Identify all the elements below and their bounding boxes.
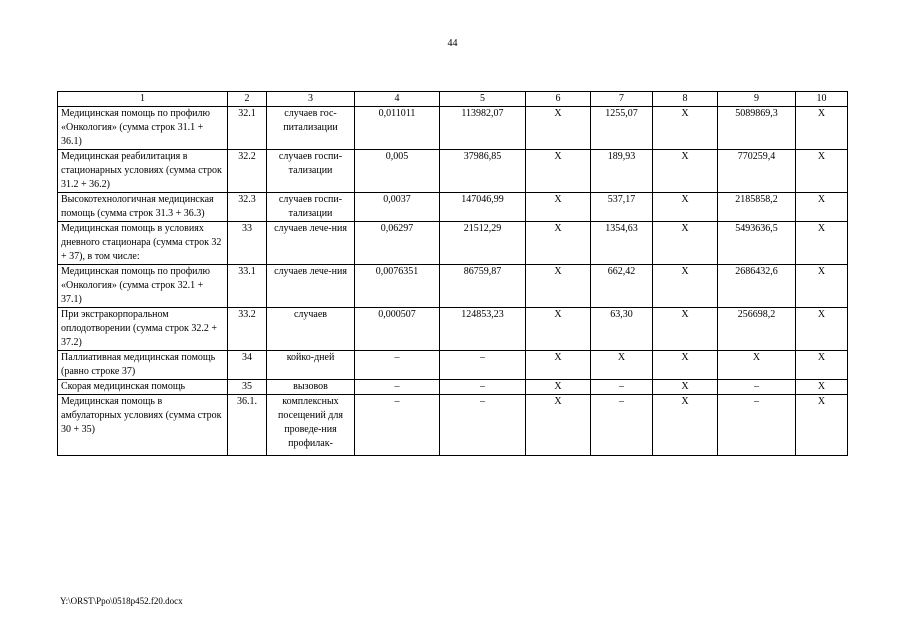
- value-cell: 537,17: [591, 193, 653, 222]
- unit-cell: случаев госпи-тализации: [267, 193, 355, 222]
- value-cell: Х: [653, 265, 718, 308]
- row-name: Медицинская помощь по профилю «Онкология» (сумма строк 31.1 + 36.1): [58, 107, 228, 150]
- unit-cell: случаев лече-ния: [267, 265, 355, 308]
- value-cell: Х: [653, 222, 718, 265]
- unit-cell: случаев гос-питализации: [267, 107, 355, 150]
- value-cell: –: [718, 395, 796, 456]
- row-name: Медицинская помощь по профилю «Онкология» (сумма строк 32.1 + 37.1): [58, 265, 228, 308]
- table-row: [58, 395, 848, 456]
- value-cell: 124853,23: [440, 308, 526, 351]
- table-row: [58, 222, 848, 265]
- value-cell: 770259,4: [718, 150, 796, 193]
- value-cell: Х: [526, 265, 591, 308]
- value-cell: Х: [526, 308, 591, 351]
- unit-cell: случаев лече-ния: [267, 222, 355, 265]
- header-cell: 1: [58, 92, 228, 107]
- row-number: 32.2: [228, 150, 267, 193]
- table-row: [58, 193, 848, 222]
- value-cell: 1255,07: [591, 107, 653, 150]
- value-cell: Х: [653, 351, 718, 380]
- value-cell: Х: [796, 150, 848, 193]
- value-cell: –: [591, 380, 653, 395]
- row-number: 33.1: [228, 265, 267, 308]
- value-cell: Х: [653, 395, 718, 456]
- value-cell: 662,42: [591, 265, 653, 308]
- value-cell: Х: [796, 395, 848, 456]
- row-name: Медицинская реабилитация в стационарных условиях (сумма строк 31.2 + 36.2): [58, 150, 228, 193]
- value-cell: Х: [526, 395, 591, 456]
- header-cell: 7: [591, 92, 653, 107]
- value-cell: Х: [796, 351, 848, 380]
- table-row: [58, 107, 848, 150]
- value-cell: 37986,85: [440, 150, 526, 193]
- page-number: 44: [447, 38, 458, 49]
- row-number: 32.3: [228, 193, 267, 222]
- value-cell: Х: [796, 380, 848, 395]
- table-row: [58, 150, 848, 193]
- value-cell: Х: [653, 150, 718, 193]
- value-cell: 5493636,5: [718, 222, 796, 265]
- value-cell: –: [591, 395, 653, 456]
- value-cell: –: [355, 395, 440, 456]
- value-cell: 113982,07: [440, 107, 526, 150]
- value-cell: 0,06297: [355, 222, 440, 265]
- row-name: При экстракорпоральном оплодотворении (сумма строк 32.2 + 37.2): [58, 308, 228, 351]
- value-cell: Х: [796, 107, 848, 150]
- value-cell: Х: [526, 107, 591, 150]
- value-cell: Х: [796, 222, 848, 265]
- value-cell: Х: [796, 193, 848, 222]
- row-number: 34: [228, 351, 267, 380]
- row-number: 32.1: [228, 107, 267, 150]
- value-cell: 189,93: [591, 150, 653, 193]
- value-cell: Х: [526, 193, 591, 222]
- header-row: [58, 92, 848, 107]
- unit-cell: случаев: [267, 308, 355, 351]
- row-number: 35: [228, 380, 267, 395]
- row-name: Паллиативная медицинская помощь (равно строке 37): [58, 351, 228, 380]
- header-cell: 3: [267, 92, 355, 107]
- value-cell: Х: [653, 107, 718, 150]
- value-cell: 5089869,3: [718, 107, 796, 150]
- value-cell: Х: [796, 265, 848, 308]
- value-cell: Х: [526, 222, 591, 265]
- row-number: 33.2: [228, 308, 267, 351]
- value-cell: Х: [526, 351, 591, 380]
- unit-cell: случаев госпи-тализации: [267, 150, 355, 193]
- table-row: [58, 265, 848, 308]
- table-row: [58, 351, 848, 380]
- row-number: 36.1.: [228, 395, 267, 456]
- value-cell: –: [440, 395, 526, 456]
- value-cell: 147046,99: [440, 193, 526, 222]
- value-cell: 2686432,6: [718, 265, 796, 308]
- unit-cell: вызовов: [267, 380, 355, 395]
- data-table: [57, 91, 848, 456]
- header-cell: 10: [796, 92, 848, 107]
- value-cell: 256698,2: [718, 308, 796, 351]
- value-cell: –: [718, 380, 796, 395]
- header-cell: 5: [440, 92, 526, 107]
- header-cell: 8: [653, 92, 718, 107]
- table-row: [58, 380, 848, 395]
- row-name: Скорая медицинская помощь: [58, 380, 228, 395]
- header-cell: 2: [228, 92, 267, 107]
- value-cell: Х: [796, 308, 848, 351]
- row-name: Медицинская помощь в амбулаторных условиях (сумма строк 30 + 35): [58, 395, 228, 456]
- value-cell: Х: [653, 380, 718, 395]
- value-cell: 1354,63: [591, 222, 653, 265]
- value-cell: Х: [526, 380, 591, 395]
- value-cell: 0,0076351: [355, 265, 440, 308]
- value-cell: 63,30: [591, 308, 653, 351]
- value-cell: 2185858,2: [718, 193, 796, 222]
- value-cell: 0,005: [355, 150, 440, 193]
- value-cell: Х: [526, 150, 591, 193]
- value-cell: Х: [591, 351, 653, 380]
- value-cell: 0,011011: [355, 107, 440, 150]
- header-cell: 4: [355, 92, 440, 107]
- value-cell: 21512,29: [440, 222, 526, 265]
- row-name: Медицинская помощь в условиях дневного стационара (сумма строк 32 + 37), в том числе:: [58, 222, 228, 265]
- value-cell: 0,0037: [355, 193, 440, 222]
- value-cell: –: [440, 351, 526, 380]
- header-cell: 9: [718, 92, 796, 107]
- value-cell: Х: [718, 351, 796, 380]
- unit-cell: койко-дней: [267, 351, 355, 380]
- value-cell: Х: [653, 193, 718, 222]
- value-cell: –: [440, 380, 526, 395]
- row-number: 33: [228, 222, 267, 265]
- table-row: [58, 308, 848, 351]
- value-cell: –: [355, 380, 440, 395]
- header-cell: 6: [526, 92, 591, 107]
- unit-cell: комплексных посещений для проведе-ния профилак-: [267, 395, 355, 456]
- value-cell: –: [355, 351, 440, 380]
- value-cell: 86759,87: [440, 265, 526, 308]
- value-cell: 0,000507: [355, 308, 440, 351]
- value-cell: Х: [653, 308, 718, 351]
- footer-file-path: Y:\ORST\Ppo\0518p452.f20.docx: [60, 596, 183, 606]
- row-name: Высокотехнологичная медицинская помощь (сумма строк 31.3 + 36.3): [58, 193, 228, 222]
